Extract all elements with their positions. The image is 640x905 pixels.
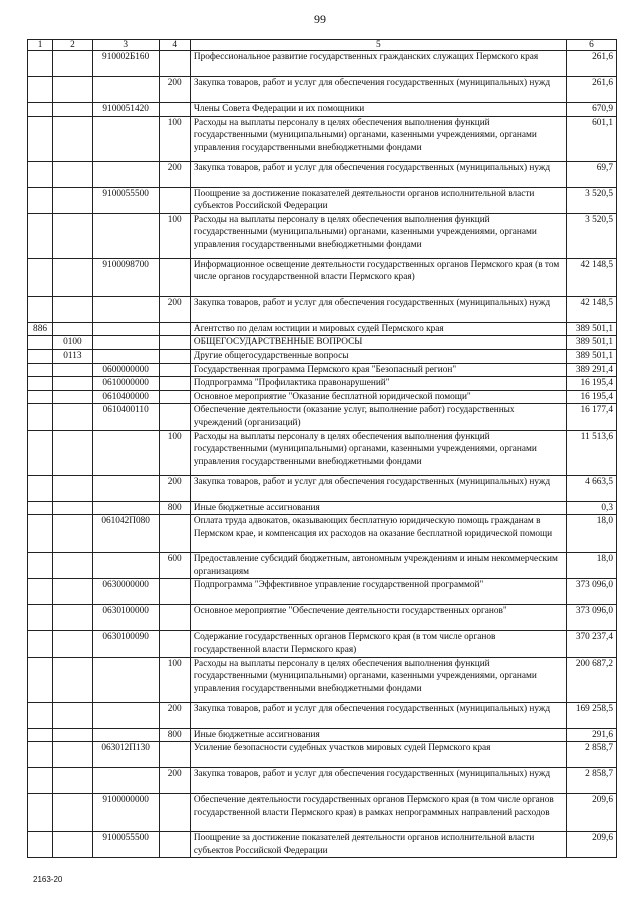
code-section-cell <box>28 363 53 377</box>
amount-cell: 373 096,0 <box>566 605 616 631</box>
amount-cell: 291,6 <box>566 728 616 742</box>
description-cell: Другие общегосударственные вопросы <box>190 349 566 363</box>
amount-cell: 42 148,5 <box>566 258 616 296</box>
expense-type-cell: 200 <box>159 77 190 103</box>
description-cell: Члены Совета Федерации и их помощники <box>190 103 566 117</box>
description-cell: Закупка товаров, работ и услуг для обеспечения государственных (муниципальных) нужд <box>190 475 566 501</box>
footer-code: 2163-20 <box>33 875 63 884</box>
description-cell: ОБЩЕГОСУДАРСТВЕННЫЕ ВОПРОСЫ <box>190 336 566 350</box>
code-section-cell <box>28 430 53 475</box>
table-row <box>28 515 617 553</box>
table-row <box>28 322 617 336</box>
amount-cell: 69,7 <box>566 161 616 187</box>
expense-type-cell <box>159 631 190 657</box>
table-row <box>28 51 617 77</box>
table-row <box>28 742 617 768</box>
target-article-cell <box>92 702 159 728</box>
description-cell: Усиление безопасности судебных участков мировых судей Пермского края <box>190 742 566 768</box>
code-section-cell <box>28 161 53 187</box>
expense-type-cell: 100 <box>159 213 190 258</box>
expense-type-cell <box>159 404 190 430</box>
expense-type-cell <box>159 51 190 77</box>
target-article-cell: 063012П130 <box>92 742 159 768</box>
target-article-cell <box>92 322 159 336</box>
code-section-cell <box>28 742 53 768</box>
code-section-cell <box>28 390 53 404</box>
target-article-cell <box>92 553 159 579</box>
expense-type-cell: 800 <box>159 728 190 742</box>
amount-cell: 389 501,1 <box>566 322 616 336</box>
target-article-cell: 0610400110 <box>92 404 159 430</box>
description-cell: Основное мероприятие "Обеспечение деятельности государственных органов" <box>190 605 566 631</box>
code-subsection-cell <box>53 103 93 117</box>
code-section-cell <box>28 515 53 553</box>
expense-type-cell: 200 <box>159 296 190 322</box>
code-subsection-cell <box>53 832 93 858</box>
code-subsection-cell <box>53 553 93 579</box>
table-row <box>28 336 617 350</box>
table-row <box>28 702 617 728</box>
header-cell: 4 <box>159 40 190 51</box>
target-article-cell <box>92 430 159 475</box>
description-cell: Расходы на выплаты персоналу в целях обеспечения выполнения функций государственными (муниципальными) органами, казенными учреждениями, органами управления государственными внебюджетными фондами <box>190 657 566 702</box>
code-section-cell <box>28 794 53 832</box>
expense-type-cell <box>159 103 190 117</box>
table-row <box>28 296 617 322</box>
amount-cell: 389 501,1 <box>566 349 616 363</box>
table-row <box>28 103 617 117</box>
amount-cell: 18,0 <box>566 515 616 553</box>
code-subsection-cell <box>53 515 93 553</box>
amount-cell: 389 501,1 <box>566 336 616 350</box>
code-subsection-cell <box>53 579 93 605</box>
expense-type-cell <box>159 390 190 404</box>
table-row <box>28 768 617 794</box>
code-subsection-cell <box>53 657 93 702</box>
code-section-cell <box>28 728 53 742</box>
code-section-cell <box>28 336 53 350</box>
description-cell: Закупка товаров, работ и услуг для обеспечения государственных (муниципальных) нужд <box>190 702 566 728</box>
code-section-cell: 886 <box>28 322 53 336</box>
target-article-cell: 0630100090 <box>92 631 159 657</box>
table-row <box>28 430 617 475</box>
target-article-cell <box>92 349 159 363</box>
amount-cell: 169 258,5 <box>566 702 616 728</box>
description-cell: Обеспечение деятельности (оказание услуг, выполнение работ) государственных учреждений (организаций) <box>190 404 566 430</box>
code-section-cell <box>28 213 53 258</box>
code-section-cell <box>28 702 53 728</box>
description-cell: Расходы на выплаты персоналу в целях обеспечения выполнения функций государственными (муниципальными) органами, казенными учреждениями, органами управления государственными внебюджетными фондами <box>190 430 566 475</box>
expense-type-cell: 200 <box>159 161 190 187</box>
code-section-cell <box>28 501 53 515</box>
target-article-cell: 0610400000 <box>92 390 159 404</box>
target-article-cell <box>92 768 159 794</box>
expense-type-cell: 200 <box>159 475 190 501</box>
budget-table <box>27 39 617 858</box>
table-row <box>28 832 617 858</box>
amount-cell: 18,0 <box>566 553 616 579</box>
expense-type-cell <box>159 832 190 858</box>
code-subsection-cell <box>53 258 93 296</box>
code-subsection-cell <box>53 794 93 832</box>
code-section-cell <box>28 631 53 657</box>
expense-type-cell <box>159 187 190 213</box>
expense-type-cell <box>159 515 190 553</box>
amount-cell: 16 195,4 <box>566 390 616 404</box>
amount-cell: 0,3 <box>566 501 616 515</box>
expense-type-cell <box>159 377 190 391</box>
page-number: 99 <box>314 12 326 26</box>
description-cell: Поощрение за достижение показателей деятельности органов исполнительной власти субъектов Российской Федерации <box>190 187 566 213</box>
amount-cell: 3 520,5 <box>566 213 616 258</box>
target-article-cell <box>92 77 159 103</box>
table-row <box>28 404 617 430</box>
table-row <box>28 631 617 657</box>
code-section-cell <box>28 187 53 213</box>
code-section-cell <box>28 605 53 631</box>
target-article-cell: 0610000000 <box>92 377 159 391</box>
target-article-cell <box>92 728 159 742</box>
table-row <box>28 116 617 161</box>
table-row <box>28 77 617 103</box>
code-section-cell <box>28 258 53 296</box>
expense-type-cell <box>159 349 190 363</box>
code-subsection-cell <box>53 187 93 213</box>
table-row <box>28 501 617 515</box>
expense-type-cell: 100 <box>159 116 190 161</box>
expense-type-cell <box>159 363 190 377</box>
target-article-cell <box>92 296 159 322</box>
description-cell: Закупка товаров, работ и услуг для обеспечения государственных (муниципальных) нужд <box>190 77 566 103</box>
description-cell: Подпрограмма "Профилактика правонарушений" <box>190 377 566 391</box>
expense-type-cell: 600 <box>159 553 190 579</box>
table-row <box>28 579 617 605</box>
code-section-cell <box>28 51 53 77</box>
code-subsection-cell <box>53 768 93 794</box>
amount-cell: 209,6 <box>566 832 616 858</box>
description-cell: Основное мероприятие "Оказание бесплатной юридической помощи" <box>190 390 566 404</box>
header-cell: 2 <box>53 40 93 51</box>
header-cell: 3 <box>92 40 159 51</box>
description-cell: Расходы на выплаты персоналу в целях обеспечения выполнения функций государственными (муниципальными) органами, казенными учреждениями, органами управления государственными внебюджетными фондами <box>190 116 566 161</box>
code-subsection-cell <box>53 213 93 258</box>
header-cell: 6 <box>566 40 616 51</box>
code-subsection-cell <box>53 296 93 322</box>
code-subsection-cell <box>53 404 93 430</box>
header-cell: 5 <box>190 40 566 51</box>
code-subsection-cell: 0113 <box>53 349 93 363</box>
amount-cell: 261,6 <box>566 51 616 77</box>
expense-type-cell: 200 <box>159 702 190 728</box>
description-cell: Поощрение за достижение показателей деятельности органов исполнительной власти субъектов Российской Федерации <box>190 832 566 858</box>
expense-type-cell <box>159 794 190 832</box>
target-article-cell <box>92 657 159 702</box>
expense-type-cell: 100 <box>159 430 190 475</box>
amount-cell: 373 096,0 <box>566 579 616 605</box>
description-cell: Закупка товаров, работ и услуг для обеспечения государственных (муниципальных) нужд <box>190 161 566 187</box>
amount-cell: 2 858,7 <box>566 742 616 768</box>
table-row <box>28 187 617 213</box>
target-article-cell: 910002Б160 <box>92 51 159 77</box>
target-article-cell <box>92 336 159 350</box>
description-cell: Информационное освещение деятельности государственных органов Пермского края (в том числе органов государственной власти Пермского края) <box>190 258 566 296</box>
amount-cell: 209,6 <box>566 794 616 832</box>
description-cell: Агентство по делам юстиции и мировых судей Пермского края <box>190 322 566 336</box>
expense-type-cell: 200 <box>159 768 190 794</box>
expense-type-cell <box>159 579 190 605</box>
description-cell: Иные бюджетные ассигнования <box>190 501 566 515</box>
amount-cell: 389 291,4 <box>566 363 616 377</box>
target-article-cell: 0630000000 <box>92 579 159 605</box>
target-article-cell: 9100098700 <box>92 258 159 296</box>
table-row <box>28 349 617 363</box>
table-row <box>28 258 617 296</box>
target-article-cell: 9100055500 <box>92 187 159 213</box>
code-section-cell <box>28 116 53 161</box>
target-article-cell <box>92 161 159 187</box>
target-article-cell <box>92 213 159 258</box>
description-cell: Обеспечение деятельности государственных органов Пермского края (в том числе органов государственной власти Пермского края) в рамках непрограммных направлений расходов <box>190 794 566 832</box>
expense-type-cell: 800 <box>159 501 190 515</box>
table-row <box>28 794 617 832</box>
table-row <box>28 657 617 702</box>
target-article-cell <box>92 501 159 515</box>
description-cell: Иные бюджетные ассигнования <box>190 728 566 742</box>
target-article-cell: 061042П080 <box>92 515 159 553</box>
code-section-cell <box>28 77 53 103</box>
code-subsection-cell <box>53 51 93 77</box>
code-section-cell <box>28 404 53 430</box>
code-subsection-cell <box>53 390 93 404</box>
code-section-cell <box>28 657 53 702</box>
target-article-cell: 9100055500 <box>92 832 159 858</box>
code-subsection-cell: 0100 <box>53 336 93 350</box>
amount-cell: 2 858,7 <box>566 768 616 794</box>
amount-cell: 11 513,6 <box>566 430 616 475</box>
code-section-cell <box>28 553 53 579</box>
amount-cell: 3 520,5 <box>566 187 616 213</box>
amount-cell: 200 687,2 <box>566 657 616 702</box>
description-cell: Содержание государственных органов Пермского края (в том числе органов государственной власти Пермского края) <box>190 631 566 657</box>
table-row <box>28 213 617 258</box>
code-subsection-cell <box>53 77 93 103</box>
target-article-cell: 0630100000 <box>92 605 159 631</box>
code-section-cell <box>28 103 53 117</box>
description-cell: Профессиональное развитие государственных гражданских служащих Пермского края <box>190 51 566 77</box>
table-row <box>28 390 617 404</box>
amount-cell: 16 195,4 <box>566 377 616 391</box>
code-section-cell <box>28 832 53 858</box>
code-subsection-cell <box>53 728 93 742</box>
code-subsection-cell <box>53 377 93 391</box>
amount-cell: 42 148,5 <box>566 296 616 322</box>
code-subsection-cell <box>53 430 93 475</box>
description-cell: Расходы на выплаты персоналу в целях обеспечения выполнения функций государственными (муниципальными) органами, казенными учреждениями, органами управления государственными внебюджетными фондами <box>190 213 566 258</box>
table-row <box>28 161 617 187</box>
target-article-cell <box>92 116 159 161</box>
description-cell: Предоставление субсидий бюджетным, автономным учреждениям и иным некоммерческим организациям <box>190 553 566 579</box>
code-subsection-cell <box>53 605 93 631</box>
code-section-cell <box>28 296 53 322</box>
table-row <box>28 363 617 377</box>
amount-cell: 670,9 <box>566 103 616 117</box>
code-subsection-cell <box>53 116 93 161</box>
description-cell: Закупка товаров, работ и услуг для обеспечения государственных (муниципальных) нужд <box>190 768 566 794</box>
code-subsection-cell <box>53 742 93 768</box>
amount-cell: 370 237,4 <box>566 631 616 657</box>
expense-type-cell <box>159 258 190 296</box>
description-cell: Государственная программа Пермского края "Безопасный регион" <box>190 363 566 377</box>
code-subsection-cell <box>53 501 93 515</box>
description-cell: Закупка товаров, работ и услуг для обеспечения государственных (муниципальных) нужд <box>190 296 566 322</box>
table-body <box>28 51 617 858</box>
code-subsection-cell <box>53 702 93 728</box>
code-section-cell <box>28 475 53 501</box>
target-article-cell: 0600000000 <box>92 363 159 377</box>
expense-type-cell <box>159 742 190 768</box>
amount-cell: 601,1 <box>566 116 616 161</box>
expense-type-cell <box>159 322 190 336</box>
expense-type-cell <box>159 605 190 631</box>
amount-cell: 261,6 <box>566 77 616 103</box>
target-article-cell: 9100000000 <box>92 794 159 832</box>
code-subsection-cell <box>53 475 93 501</box>
description-cell: Оплата труда адвокатов, оказывающих бесплатную юридическую помощь гражданам в Пермском крае, и компенсация их расходов на оказание бесплатной юридической помощи <box>190 515 566 553</box>
target-article-cell <box>92 475 159 501</box>
code-section-cell <box>28 768 53 794</box>
table-row <box>28 605 617 631</box>
table-row <box>28 728 617 742</box>
code-section-cell <box>28 579 53 605</box>
header-row <box>28 40 617 51</box>
code-subsection-cell <box>53 322 93 336</box>
code-section-cell <box>28 349 53 363</box>
target-article-cell: 9100051420 <box>92 103 159 117</box>
code-subsection-cell <box>53 161 93 187</box>
table-row <box>28 475 617 501</box>
amount-cell: 16 177,4 <box>566 404 616 430</box>
header-cell: 1 <box>28 40 53 51</box>
table-row <box>28 553 617 579</box>
amount-cell: 4 663,5 <box>566 475 616 501</box>
expense-type-cell <box>159 336 190 350</box>
code-subsection-cell <box>53 363 93 377</box>
description-cell: Подпрограмма "Эффективное управление государственной программой" <box>190 579 566 605</box>
code-section-cell <box>28 377 53 391</box>
table-row <box>28 377 617 391</box>
code-subsection-cell <box>53 631 93 657</box>
expense-type-cell: 100 <box>159 657 190 702</box>
